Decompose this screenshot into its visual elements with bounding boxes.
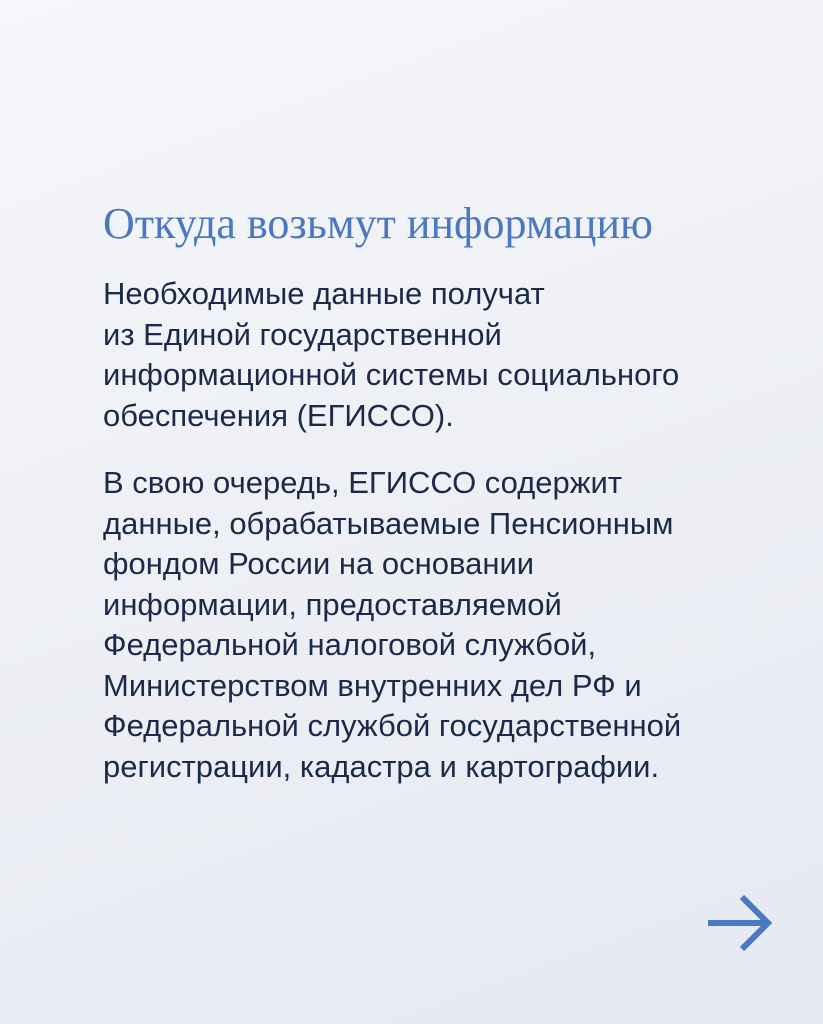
paragraph-line: фондом России на основании [103, 546, 535, 581]
paragraph-line: Необходимые данные получат [103, 276, 545, 311]
paragraph-details [103, 463, 681, 787]
paragraph-line: регистрации, кадастра и картографии. [103, 748, 660, 784]
paragraph-source [103, 274, 679, 436]
paragraph-line: информации, предоставляемой [103, 586, 562, 622]
paragraph-line: обеспечения (ЕГИССО). [103, 397, 454, 433]
paragraph-line: Федеральной службой государственной [103, 708, 682, 743]
paragraph-line: из Единой государственной [103, 316, 502, 352]
paragraph-line: Министерством внутренних дел РФ и [103, 667, 642, 703]
slide-title: Откуда возьмут информацию [103, 199, 653, 248]
paragraph-line: информационной системы социального [103, 357, 680, 392]
paragraph-line: данные, обрабатываемые Пенсионным [103, 505, 674, 541]
next-slide-button[interactable] [704, 893, 774, 953]
paragraph-line: Федеральной налоговой службой, [103, 627, 597, 662]
paragraph-line: В свою очередь, ЕГИССО содержит [103, 465, 623, 500]
arrow-right-icon [704, 893, 774, 953]
